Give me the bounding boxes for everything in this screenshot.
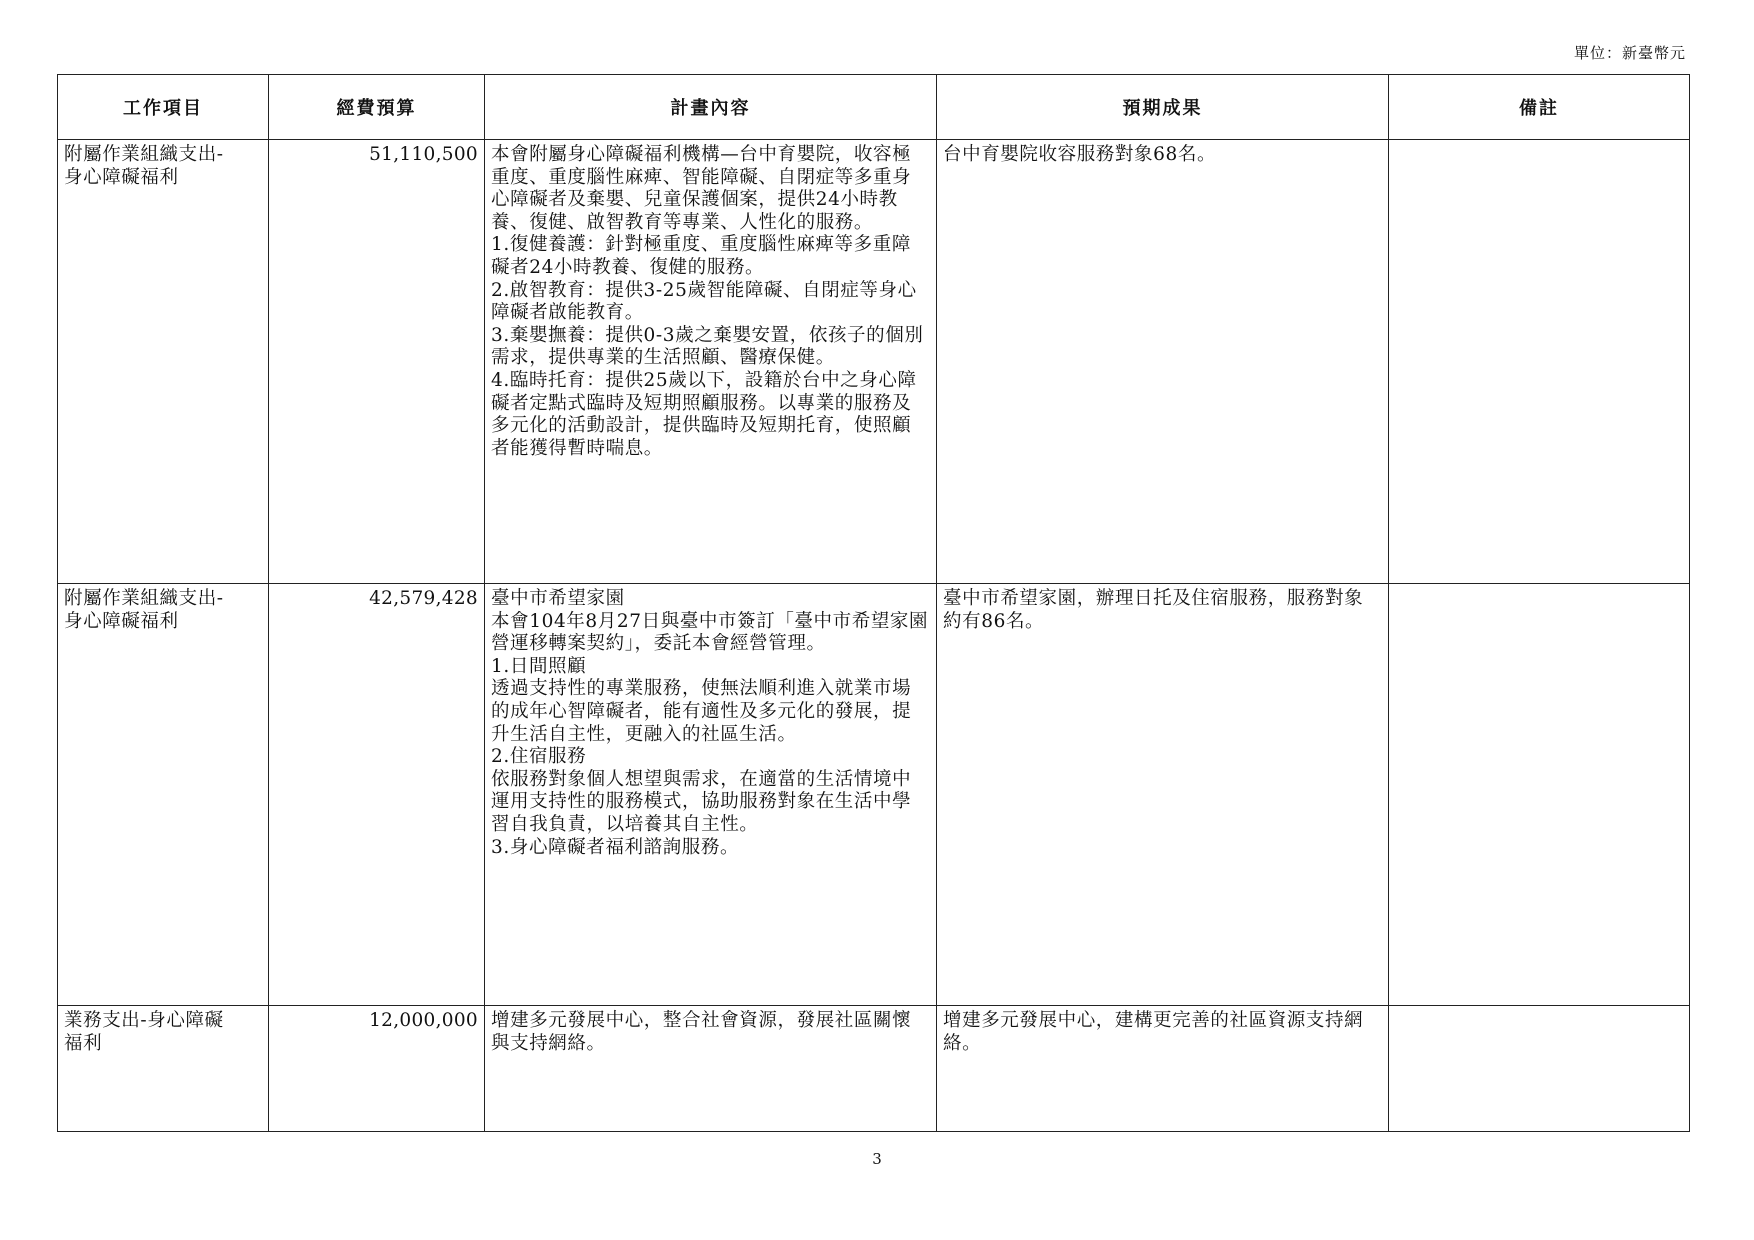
note-cell <box>1389 140 1690 584</box>
currency-unit-label: 單位：新臺幣元 <box>1573 44 1686 62</box>
work-item-cell: 附屬作業組織支出- 身心障礙福利 <box>58 584 269 1006</box>
header-plan: 計畫內容 <box>485 75 937 140</box>
work-item-cell: 附屬作業組織支出- 身心障礙福利 <box>58 140 269 584</box>
note-cell <box>1389 1006 1690 1132</box>
table-row <box>58 1006 1690 1132</box>
table-row <box>58 584 1690 1006</box>
budget-cell: 51,110,500 <box>269 140 485 584</box>
budget-cell: 42,579,428 <box>269 584 485 1006</box>
plan-cell: 本會附屬身心障礙福利機構—台中育嬰院，收容極重度、重度腦性麻痺、智能障礙、自閉症等多重身心障礙者及棄嬰、兒童保護個案，提供24小時教養、復健、啟智教育等專業、人性化的服務。 1.復健養護：針對極重度、重度腦性麻痺等多重障礙者24小時教養、復健的服務。 2.啟智教育：提供3-25歲智能障礙、自閉症等身心障礙者啟能教育。 3.棄嬰撫養：提供0-3歲之棄嬰安置，依孩子的個別需求，提供專業的生活照顧、醫療保健。 4.臨時托育：提供25歲以下，設籍於台中之身心障礙者定點式臨時及短期照顧服務。以專業的服務及多元化的活動設計，提供臨時及短期托育，使照顧者能獲得暫時喘息。 <box>485 140 937 584</box>
result-cell: 台中育嬰院收容服務對象68名。 <box>937 140 1389 584</box>
budget-table <box>57 74 1690 1132</box>
note-cell <box>1389 584 1690 1006</box>
result-cell: 增建多元發展中心，建構更完善的社區資源支持網絡。 <box>937 1006 1389 1132</box>
plan-cell: 增建多元發展中心，整合社會資源，發展社區關懷與支持網絡。 <box>485 1006 937 1132</box>
budget-cell: 12,000,000 <box>269 1006 485 1132</box>
header-budget: 經費預算 <box>269 75 485 140</box>
header-work-item: 工作項目 <box>58 75 269 140</box>
header-note: 備註 <box>1389 75 1690 140</box>
result-cell: 臺中市希望家園，辦理日托及住宿服務，服務對象約有86名。 <box>937 584 1389 1006</box>
table-header-row <box>58 75 1690 140</box>
table-row <box>58 140 1690 584</box>
plan-cell: 臺中市希望家園 本會104年8月27日與臺中市簽訂「臺中市希望家園營運移轉案契約」，委託本會經營管理。 1.日間照顧 透過支持性的專業服務，使無法順利進入就業市場的成年心智障礙者，能有適性及多元化的發展，提升生活自主性，更融入的社區生活。 2.住宿服務 依服務對象個人想望與需求，在適當的生活情境中運用支持性的服務模式，協助服務對象在生活中學習自我負責，以培養其自主性。 3.身心障礙者福利諮詢服務。 <box>485 584 937 1006</box>
work-item-cell: 業務支出-身心障礙 福利 <box>58 1006 269 1132</box>
header-expected-result: 預期成果 <box>937 75 1389 140</box>
page-number: 3 <box>872 1150 882 1168</box>
